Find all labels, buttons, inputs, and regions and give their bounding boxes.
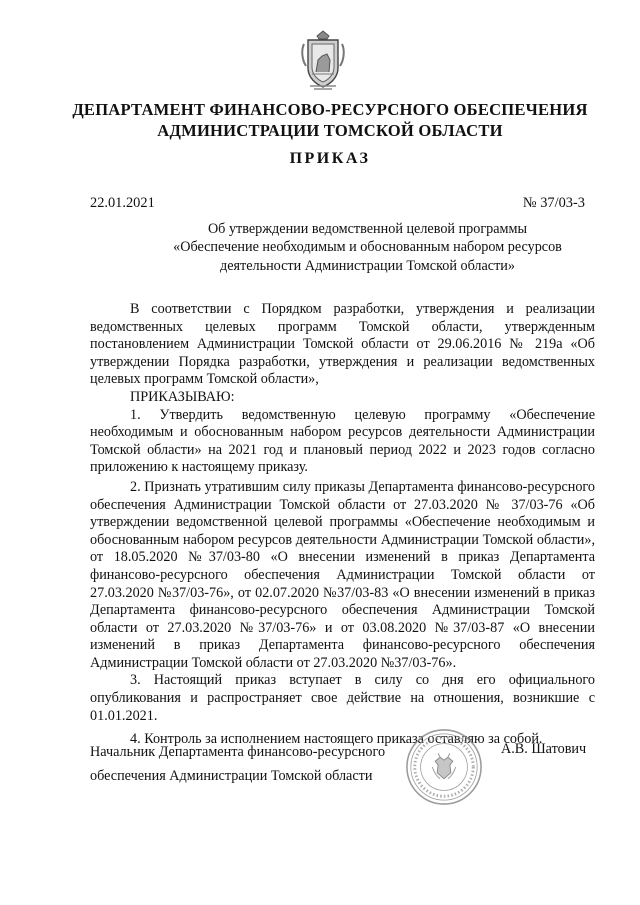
signatory-position-line-2: обеспечения Администрации Томской области	[90, 767, 373, 784]
subject-line-2: «Обеспечение необходимым и обоснованным набором ресурсов	[173, 239, 562, 256]
coat-of-arms-icon	[298, 30, 348, 92]
document-body	[90, 301, 595, 749]
signatory-position	[90, 741, 385, 789]
document-date: 22.01.2021	[90, 195, 155, 211]
document-subject	[170, 220, 565, 275]
order-item-2: 2. Признать утратившим силу приказы Департамента финансово-ресурсного обеспечения Администрации Томской области от 27.03.2020 № 37/03-76 «Об утверждении ведомственной целевой программы «Обеспечение необходимым и обоснованным набором ресурсов деятельности Администрации Томской области», от 18.05.2020 №37/03-80 «О внесении изменений в приказ Департамента финансово-ресурсного обеспечения Администрации Томской области от 27.03.2020 №37/03-76», от 02.07.2020 №37/03-83 «О внесении изменений в приказ Департамента финансово-ресурсного обеспечения Администрации Томской области от 27.03.2020 №37/03-76» и от 03.08.2020 №37/03-87 «О внесении изменений в приказ Департамента финансово-ресурсного обеспечения Администрации Томской области от 27.03.2020 №37/03-76».	[90, 478, 595, 671]
subject-line-3: деятельности Администрации Томской области»	[220, 257, 515, 274]
department-name-line-2: АДМИНИСТРАЦИИ ТОМСКОЙ ОБЛАСТИ	[157, 121, 503, 140]
order-item-4: 4. Контроль за исполнением настоящего приказа оставляю за собой.	[130, 731, 543, 748]
subject-line-1: Об утверждении ведомственной целевой программы	[207, 221, 528, 237]
order-word: ПРИКАЗЫВАЮ:	[130, 388, 235, 405]
signatory-position-line-1: Начальник Департамента финансово-ресурсного	[90, 744, 386, 760]
preamble-paragraph: В соответствии с Порядком разработки, утверждения и реализации ведомственных целевых программ Томской области, утвержденным постановлением Администрации Томской области от 29.06.2016 № 219а «Об утверждении Порядка разработки, утверждения и реализации ведомственных целевых программ Томской области»,	[90, 301, 595, 388]
official-seal-icon	[405, 728, 483, 806]
document-number: № 37/03-3	[522, 195, 585, 211]
order-item-1: 1. Утвердить ведомственную целевую программу «Обеспечение необходимым и обоснованным набором ресурсов деятельности Администрации Томской области» на 2021 год и плановый период 2022 и 2023 годов согласно приложению к настоящему приказу.	[90, 406, 595, 476]
order-item-3: 3. Настоящий приказ вступает в силу со дня его официального опубликования и распространяет свое действие на отношения, возникшие с 01.01.2021.	[90, 672, 595, 724]
signatory-name: А.В. Шатович	[501, 741, 587, 757]
department-name-line-1: ДЕПАРТАМЕНТ ФИНАНСОВО-РЕСУРСНОГО ОБЕСПЕЧЕНИЯ	[72, 100, 588, 119]
document-title: ПРИКАЗ	[289, 150, 371, 167]
